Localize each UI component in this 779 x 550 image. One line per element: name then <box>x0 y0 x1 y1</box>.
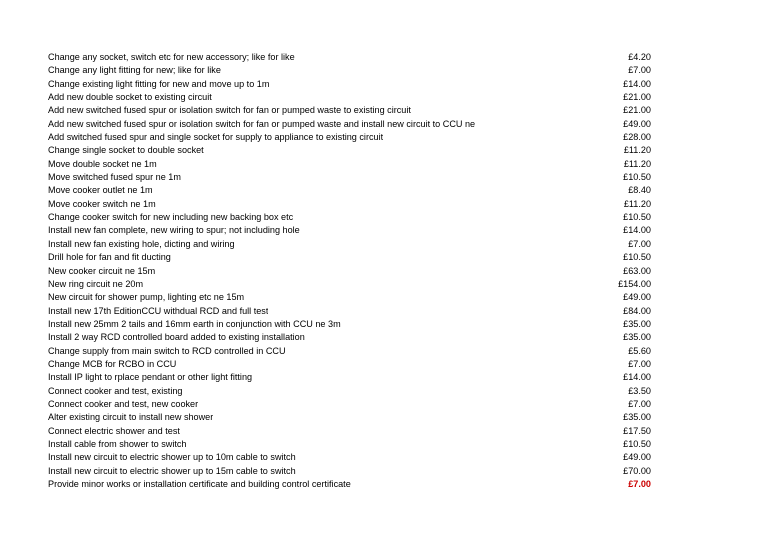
price-row <box>48 398 651 411</box>
item-description: New circuit for shower pump, lighting etc ne 15m <box>48 292 245 303</box>
item-description: Add new double socket to existing circuit <box>48 92 212 103</box>
item-price: £63.00 <box>623 265 651 276</box>
item-price: £35.00 <box>623 412 651 423</box>
price-row <box>48 104 651 117</box>
price-row <box>48 238 651 251</box>
item-description: Install new fan complete, new wiring to spur; not including hole <box>48 225 300 236</box>
price-row <box>48 411 651 424</box>
price-row <box>48 278 651 291</box>
item-price: £11.20 <box>623 145 651 156</box>
item-price: £21.00 <box>623 105 651 116</box>
item-description: Move cooker switch ne 1m <box>48 198 156 209</box>
price-row <box>48 385 651 398</box>
item-price: £7.00 <box>628 398 651 409</box>
item-price: £8.40 <box>628 185 651 196</box>
item-description: New ring circuit ne 20m <box>48 278 144 289</box>
item-description: Provide minor works or installation certificate and building control certificate <box>48 479 351 489</box>
item-price: £10.50 <box>623 252 651 263</box>
item-description: Install new 25mm 2 tails and 16mm earth in conjunction with CCU ne 3m <box>48 318 341 329</box>
price-row <box>48 251 651 264</box>
price-row <box>48 64 651 77</box>
item-description: Install new circuit to electric shower up to 15m cable to switch <box>48 465 296 476</box>
item-price: £10.50 <box>623 438 651 449</box>
price-row <box>48 465 651 478</box>
price-row <box>48 51 651 64</box>
item-price: £10.50 <box>623 212 651 223</box>
item-description: Change cooker switch for new including new backing box etc <box>48 212 294 223</box>
item-price: £11.20 <box>623 158 651 169</box>
price-row <box>48 78 651 91</box>
item-price: £70.00 <box>623 465 651 476</box>
item-description: Add new switched fused spur or isolation switch for fan or pumped waste to existing circuit <box>48 105 411 116</box>
item-description: Install new 17th EditionCCU withdual RCD and full test <box>48 305 269 316</box>
price-row <box>48 158 651 171</box>
price-row <box>48 118 651 131</box>
item-price: £7.00 <box>628 238 651 249</box>
item-description: Connect electric shower and test <box>48 425 180 436</box>
item-price: £14.00 <box>623 372 651 383</box>
item-description: Change MCB for RCBO in CCU <box>48 358 177 369</box>
item-price: £14.00 <box>623 225 651 236</box>
item-price: £17.50 <box>623 425 651 436</box>
price-row <box>48 91 651 104</box>
item-price: £49.00 <box>623 452 651 463</box>
price-row <box>48 224 651 237</box>
item-price: £5.60 <box>628 345 651 356</box>
price-row <box>48 478 651 491</box>
price-row <box>48 131 651 144</box>
item-price: £35.00 <box>623 332 651 343</box>
item-price: £84.00 <box>623 305 651 316</box>
item-description: Move switched fused spur ne 1m <box>48 172 181 183</box>
item-description: Install cable from shower to switch <box>48 438 187 449</box>
item-description: Alter existing circuit to install new shower <box>48 412 214 423</box>
item-price: £10.50 <box>623 172 651 183</box>
price-row <box>48 291 651 304</box>
item-price: £49.00 <box>623 292 651 303</box>
item-description: Move double socket ne 1m <box>48 158 157 169</box>
price-row <box>48 371 651 384</box>
price-row <box>48 331 651 344</box>
item-description: Change existing light fitting for new and move up to 1m <box>48 78 270 89</box>
item-price: £35.00 <box>623 318 651 329</box>
price-row <box>48 358 651 371</box>
item-price: £49.00 <box>623 118 651 129</box>
item-price: £21.00 <box>623 92 651 103</box>
item-description: Change supply from main switch to RCD controlled in CCU <box>48 345 286 356</box>
item-description: Connect cooker and test, existing <box>48 385 183 396</box>
price-row <box>48 171 651 184</box>
price-row <box>48 438 651 451</box>
item-price: £7.00 <box>628 358 651 369</box>
price-row <box>48 184 651 197</box>
item-price: £28.00 <box>623 132 651 143</box>
item-price: £14.00 <box>623 78 651 89</box>
item-description: Change single socket to double socket <box>48 145 204 156</box>
price-row <box>48 198 651 211</box>
item-description: Install 2 way RCD controlled board added to existing installation <box>48 332 305 343</box>
price-row <box>48 144 651 157</box>
price-row <box>48 305 651 318</box>
price-row <box>48 265 651 278</box>
item-description: New cooker circuit ne 15m <box>48 265 156 276</box>
item-description: Change any light fitting for new; like for like <box>48 65 221 76</box>
item-price: £154.00 <box>618 278 651 289</box>
item-price: £3.50 <box>628 385 651 396</box>
item-description: Add switched fused spur and single socket for supply to appliance to existing circuit <box>48 132 384 143</box>
item-description: Connect cooker and test, new cooker <box>48 398 199 409</box>
item-description: Drill hole for fan and fit ducting <box>48 252 171 263</box>
item-price: £7.00 <box>628 65 651 76</box>
item-description: Install IP light to rplace pendant or other light fitting <box>48 372 253 383</box>
price-row <box>48 211 651 224</box>
price-list <box>48 51 651 491</box>
highlighted-price: £7.00 <box>628 479 651 489</box>
item-description: Move cooker outlet ne 1m <box>48 185 153 196</box>
item-description: Add new switched fused spur or isolation switch for fan or pumped waste and install new circuit to CCU ne <box>48 118 476 129</box>
item-description: Change any socket, switch etc for new accessory; like for like <box>48 52 295 62</box>
item-description: Install new fan existing hole, dicting and wiring <box>48 238 235 249</box>
price-row <box>48 318 651 331</box>
price-row <box>48 451 651 464</box>
price-row <box>48 345 651 358</box>
item-description: Install new circuit to electric shower up to 10m cable to switch <box>48 452 296 463</box>
item-price: £11.20 <box>623 198 651 209</box>
item-price: £4.20 <box>628 52 651 62</box>
price-row <box>48 425 651 438</box>
